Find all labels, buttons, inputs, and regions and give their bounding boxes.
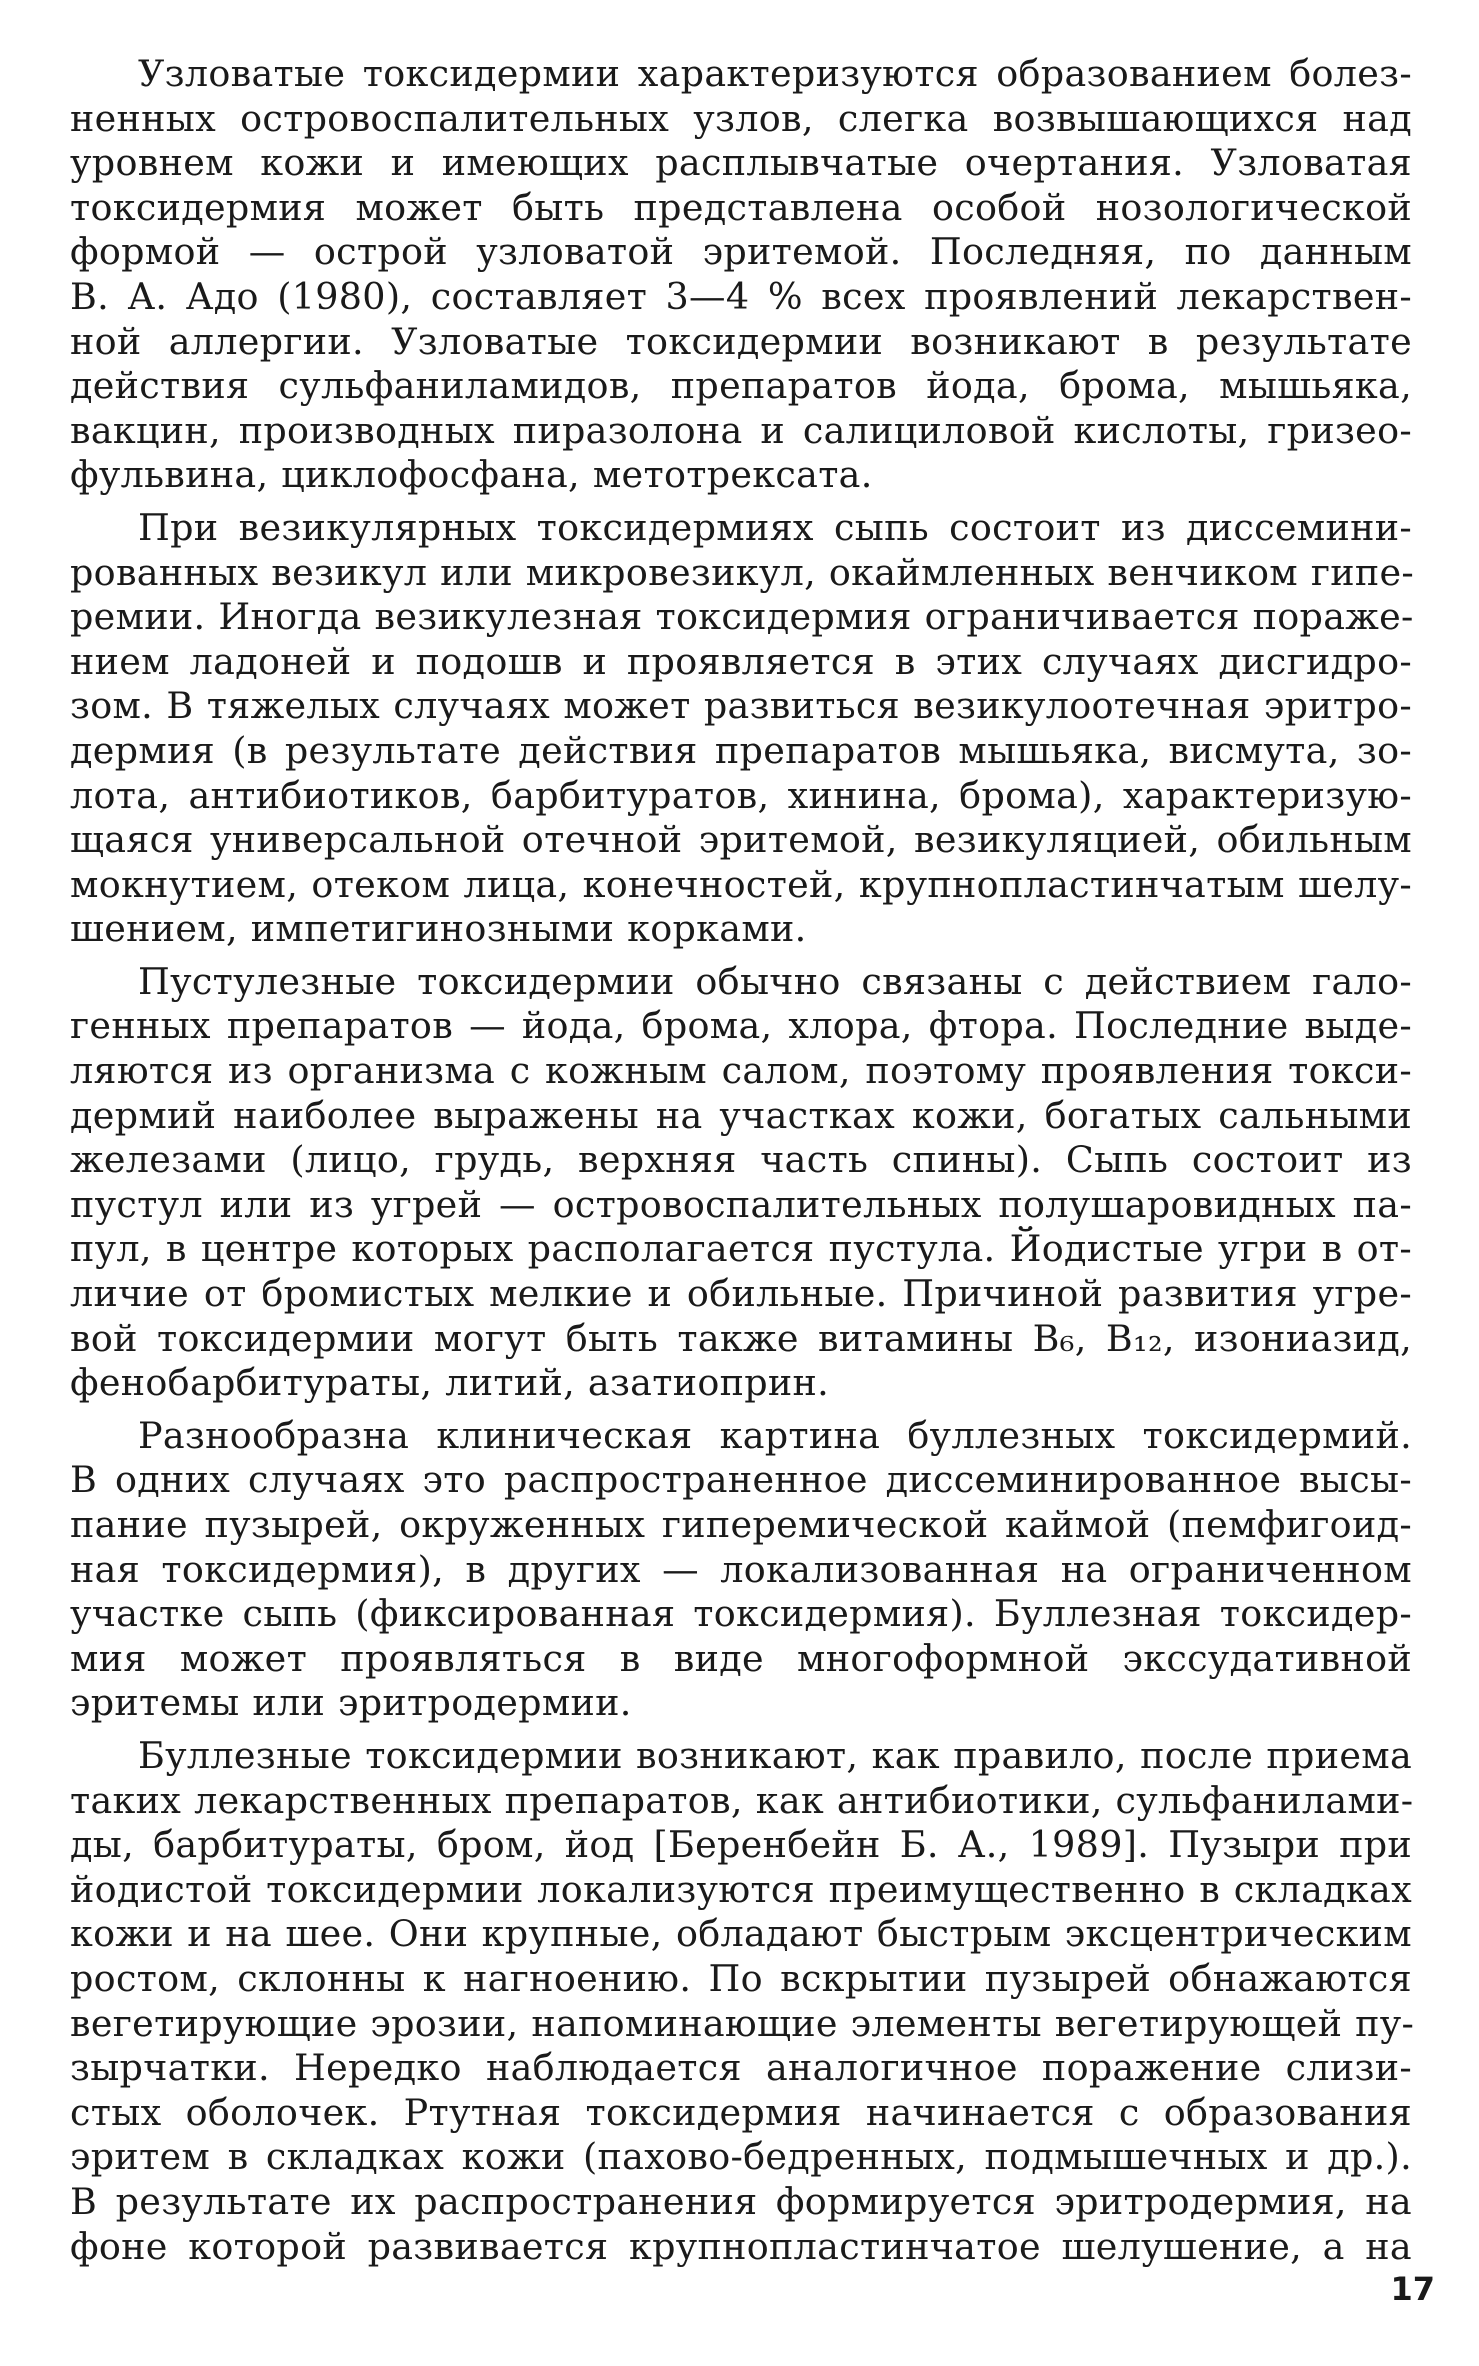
text-line: вегетирующие эрозии, напоминающие элементы вегетирующей пу- [70, 2001, 1415, 2045]
text-line: пустул или из угрей — островоспалительных полушаровидных па- [70, 1182, 1412, 1226]
text-line: кожи и на шее. Они крупные, обладают быстрым эксцентрическим [70, 1912, 1412, 1956]
text-line: Буллезные токсидермии возникают, как правило, после приема [138, 1733, 1412, 1777]
text-line: стых оболочек. Ртутная токсидермия начинается с образования [70, 2090, 1412, 2134]
text-line: зом. В тяжелых случаях может развиться везикулоотечная эритро- [70, 684, 1412, 728]
text-line: дермий наиболее выражены на участках кожи, богатых сальными [70, 1093, 1412, 1137]
text-line: Разнообразна клиническая картина буллезных токсидермий. [138, 1413, 1412, 1457]
text-line: В. А. Адо (1980), составляет 3—4 % всех проявлений лекарствен- [70, 274, 1412, 318]
paragraph-vesicular-toxicoderma [70, 505, 1415, 952]
paragraph-bullous-toxicoderma-causes [70, 1733, 1415, 2269]
text-line: участке сыпь (фиксированная токсидермия). Буллезная токсидер- [70, 1592, 1412, 1636]
text-line: йодистой токсидермии локализуются преимущественно в складках [70, 1867, 1412, 1911]
text-line: действия сульфаниламидов, препаратов йода, брома, мышьяка, [70, 364, 1412, 408]
text-line: лота, антибиотиков, барбитуратов, хинина, брома), характеризую- [70, 773, 1412, 817]
text-line: токсидермия может быть представлена особой нозологической [70, 185, 1412, 229]
text-line: пание пузырей, окруженных гиперемической каймой (пемфигоид- [70, 1503, 1412, 1546]
text-line: зырчатки. Нередко наблюдается аналогичное поражение слизи- [70, 2046, 1412, 2090]
text-line: ляются из организма с кожным салом, поэтому проявления токси- [70, 1049, 1412, 1093]
text-line: В одних случаях это распространенное диссеминированное высы- [70, 1458, 1412, 1502]
text-line: эритемы или эритродермии. [70, 1681, 632, 1725]
text-line: вакцин, производных пиразолона и салициловой кислоты, гризео- [70, 408, 1412, 452]
paragraph-nodular-toxicoderma [70, 52, 1412, 498]
paragraph-pustular-toxicoderma [70, 960, 1412, 1406]
text-line: шением, импетигинозными корками. [70, 907, 807, 951]
text-line: фенобарбитураты, литий, азатиоприн. [70, 1361, 830, 1405]
text-line: ненных островоспалительных узлов, слегка возвышающихся над [70, 96, 1412, 140]
text-line: таких лекарственных препаратов, как антибиотики, сульфанилами- [70, 1778, 1414, 1822]
text-line: ды, барбитураты, бром, йод [Беренбейн Б. А., 1989]. Пузыри при [70, 1823, 1412, 1867]
text-line: ростом, склонны к нагноению. По вскрытии пузырей обнажаются [70, 1956, 1412, 2000]
page-body [70, 52, 1415, 2277]
text-line: мия может проявляться в виде многоформной экссудативной [70, 1636, 1412, 1680]
text-line: При везикулярных токсидермиях сыпь состоит из диссемини- [138, 505, 1412, 549]
text-line: фоне которой развивается крупнопластинчатое шелушение, а на [70, 2224, 1412, 2268]
text-line: железами (лицо, грудь, верхняя часть спины). Сыпь состоит из [70, 1138, 1412, 1182]
text-line: мокнутием, отеком лица, конечностей, крупнопластинчатым шелу- [70, 862, 1412, 906]
text-line: вой токсидермии могут быть также витамины B₆, B₁₂, изониазид, [70, 1316, 1412, 1360]
text-line: ная токсидермия), в других — локализованная на ограниченном [70, 1547, 1412, 1591]
text-line: дермия (в результате действия препаратов мышьяка, висмута, зо- [70, 728, 1412, 772]
paragraph-bullous-toxicoderma-clinical [70, 1414, 1412, 1726]
text-line: уровнем кожи и имеющих расплывчатые очертания. Узловатая [70, 141, 1412, 185]
text-line: фульвина, циклофосфана, метотрексата. [70, 453, 873, 497]
text-line: формой — острой узловатой эритемой. Последняя, по данным [70, 230, 1412, 274]
text-line: ной аллергии. Узловатые токсидермии возникают в результате [70, 319, 1412, 363]
text-line: ремии. Иногда везикулезная токсидермия ограничивается пораже- [70, 595, 1414, 639]
text-line: пул, в центре которых располагается пустула. Йодистые угри в от- [70, 1227, 1412, 1271]
text-line: Узловатые токсидермии характеризуются образованием болез- [138, 52, 1412, 95]
text-line: Пустулезные токсидермии обычно связаны с действием гало- [138, 959, 1412, 1003]
page-number: 17 [1390, 2270, 1435, 2308]
text-line: щаяся универсальной отечной эритемой, везикуляцией, обильным [70, 818, 1412, 862]
text-line: генных препаратов — йода, брома, хлора, фтора. Последние выде- [70, 1004, 1412, 1048]
text-line: эритем в складках кожи (пахово-бедренных, подмышечных и др.). [70, 2135, 1412, 2179]
text-line: В результате их распространения формируется эритродермия, на [70, 2179, 1412, 2223]
text-line: нием ладоней и подошв и проявляется в этих случаях дисгидро- [70, 639, 1412, 683]
text-line: личие от бромистых мелкие и обильные. Причиной развития угре- [70, 1272, 1412, 1316]
text-line: рованных везикул или микровезикул, окаймленных венчиком гипе- [70, 550, 1415, 594]
